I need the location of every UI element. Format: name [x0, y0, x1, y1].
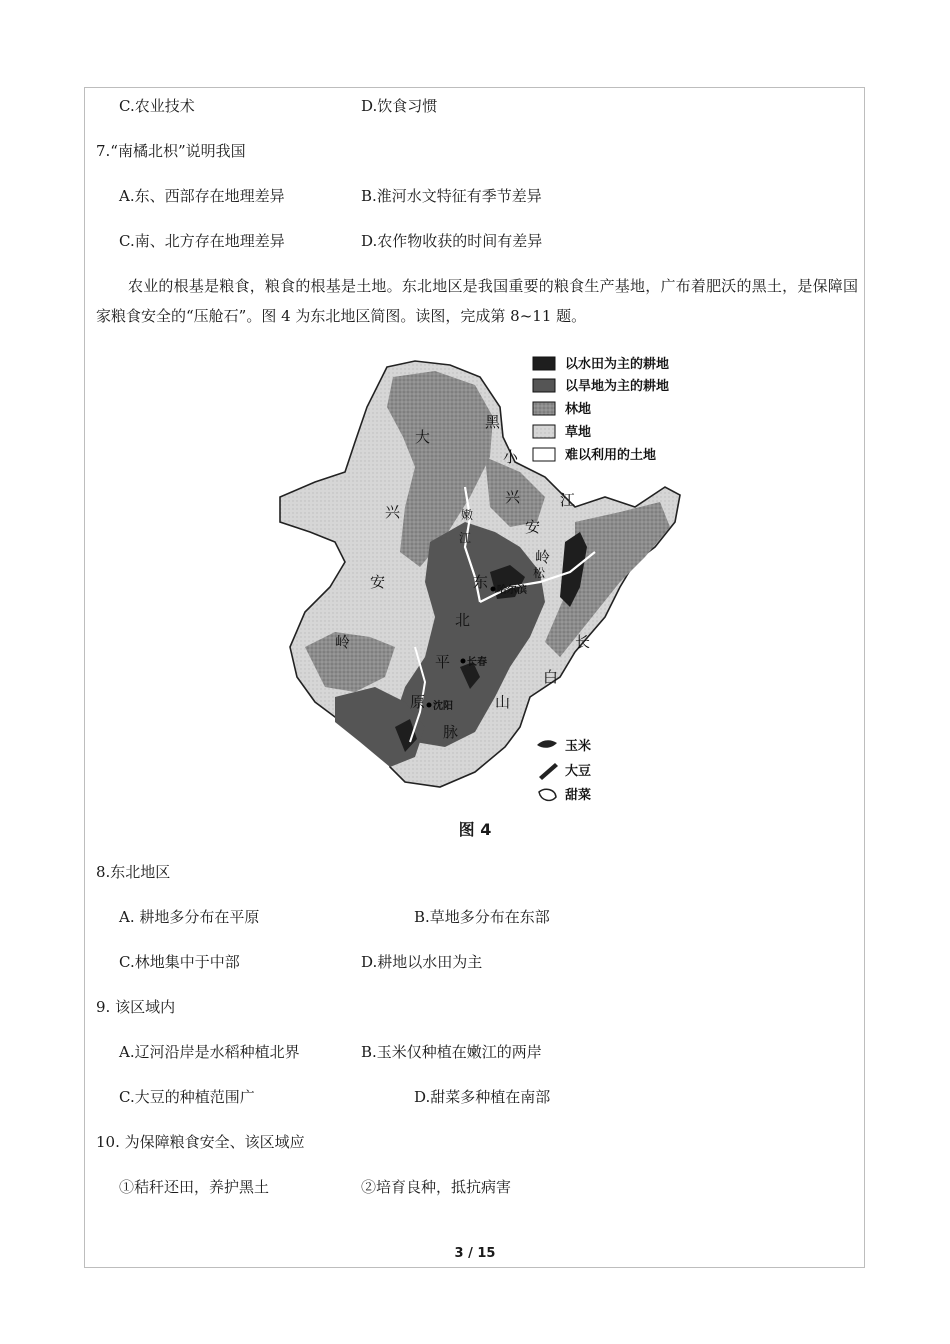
figure-caption: 图 4 — [458, 820, 492, 839]
q6-option-d: D.饮食习惯 — [361, 97, 438, 115]
q8-option-c: C.林地集中于中部 — [119, 953, 240, 971]
label-bai: 白 — [543, 668, 559, 686]
beet-icon — [539, 789, 556, 800]
label-chang: 长 — [575, 633, 591, 651]
q8-option-a: A. 耕地多分布在平原 — [119, 908, 260, 926]
label-hei: 黑 — [485, 413, 501, 431]
label-jiang2: 江 — [459, 531, 472, 545]
label-songhua: 松 — [533, 566, 546, 580]
label-bei: 北 — [455, 611, 471, 629]
northeast-china-map — [275, 347, 695, 817]
legend-forest: 林地 — [565, 402, 592, 417]
legend-dryland: 以旱地为主的耕地 — [565, 379, 670, 394]
legend-barren: 难以利用的土地 — [565, 448, 657, 463]
label-ping: 平 — [435, 653, 451, 671]
q9-option-a: A.辽河沿岸是水稻种植北界 — [119, 1043, 300, 1061]
label-harbin: 哈尔滨 — [497, 585, 527, 596]
q8-option-b: B.草地多分布在东部 — [414, 908, 550, 926]
shenyang-dot — [427, 703, 432, 708]
reading-passage: 农业的根基是粮食，粮食的根基是土地。东北地区是我国重要的粮食生产基地，广布着肥沃的黑土，是保障国家粮食安全的“压舱石”。图 4 为东北地区简图。读图，完成第 8~11 题。 — [96, 277, 858, 325]
q8-stem: 8.东北地区 — [96, 863, 171, 881]
soybean-icon — [539, 763, 558, 780]
legend-beet: 甜菜 — [565, 788, 592, 803]
legend-paddy: 以水田为主的耕地 — [565, 357, 670, 372]
harbin-dot — [491, 587, 496, 592]
map-legend — [533, 356, 669, 463]
label-ling2: 岭 — [535, 548, 551, 566]
label-changchun: 长春 — [467, 657, 487, 668]
legend-soy: 大豆 — [565, 764, 592, 779]
q7-option-b: B.淮河水文特征有季节差异 — [361, 187, 542, 205]
q7-option-d: D.农作物收获的时间有差异 — [361, 232, 543, 250]
label-nen: 嫩 — [461, 508, 474, 522]
q10-item-1: ①秸秆还田，养护黑土 — [119, 1178, 270, 1196]
label-an1: 安 — [370, 573, 386, 591]
q8-option-d: D.耕地以水田为主 — [361, 953, 483, 971]
q10-item-2: ②培育良种，抵抗病害 — [361, 1178, 512, 1196]
changchun-dot — [461, 659, 466, 664]
legend-corn: 玉米 — [565, 739, 592, 754]
q7-option-c: C.南、北方存在地理差异 — [119, 232, 285, 250]
q9-option-b: B.玉米仅种植在嫩江的两岸 — [361, 1043, 542, 1061]
label-jiang: 江 — [560, 491, 576, 509]
q6-option-c: C.农业技术 — [119, 97, 195, 115]
q9-option-c: C.大豆的种植范围广 — [119, 1088, 255, 1106]
label-shan: 山 — [495, 693, 511, 711]
legend-grass: 草地 — [565, 425, 592, 440]
label-an2: 安 — [525, 518, 541, 536]
q7-option-a: A.东、西部存在地理差异 — [119, 187, 285, 205]
label-shenyang: 沈阳 — [433, 701, 453, 712]
page-number: 3 / 15 — [454, 1246, 496, 1261]
label-da: 大 — [415, 428, 431, 446]
q7-stem: 7.“南橘北枳”说明我国 — [96, 142, 246, 160]
crop-legend — [537, 738, 591, 803]
q9-option-d: D.甜菜多种植在南部 — [414, 1088, 551, 1106]
label-xing2: 兴 — [505, 488, 521, 506]
label-dong: 东 — [473, 573, 489, 591]
label-xing1: 兴 — [385, 503, 401, 521]
label-yuan: 原 — [410, 693, 426, 711]
label-mai: 脉 — [443, 723, 459, 741]
corn-icon — [537, 740, 557, 748]
label-ling1: 岭 — [335, 633, 351, 651]
label-xiao: 小 — [503, 448, 519, 466]
q9-stem: 9. 该区域内 — [96, 998, 176, 1016]
q10-stem: 10. 为保障粮食安全、该区域应 — [96, 1133, 305, 1151]
